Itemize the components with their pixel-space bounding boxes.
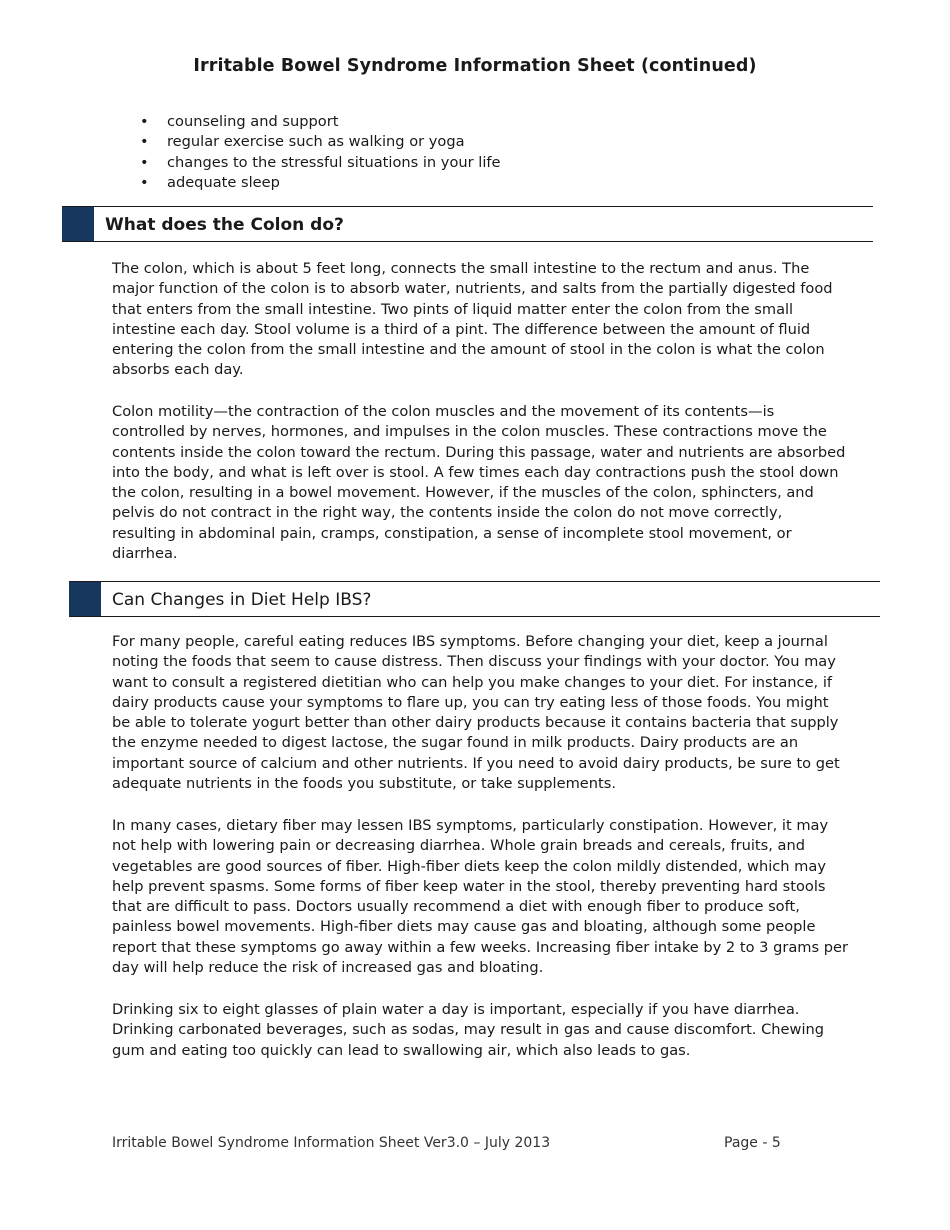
paragraph: The colon, which is about 5 feet long, connects the small intestine to the rectum and anus. The major function of the colon is to absorb water, nutrients, and salts from the partially digested food that enters from the small intestine. Two pints of liquid matter enter the colon from the small intestine each day. Stool volume is a third of a pint. The difference between the amount of fluid entering the colon from the small intestine and the amount of stool in the colon is what the colon absorbs each day. [112, 260, 833, 379]
paragraph: For many people, careful eating reduces IBS symptoms. Before changing your diet, keep a journal noting the foods that seem to cause distress. Then discuss your findings with your doctor. You may want to consult a registered dietitian who can help you make changes to your diet. For instance, if dairy products cause your symptoms to flare up, you can try eating less of those foods. You might be able to tolerate yogurt better than other dairy products because it contains bacteria that supply the enzyme needed to digest lactose, the sugar found in milk products. Dairy products are an important source of calcium and other nutrients. If you need to avoid dairy products, be sure to get adequate nutrients in the foods you substitute, or take supplements. [112, 633, 840, 793]
section-heading: Can Changes in Diet Help IBS? [112, 590, 372, 610]
section-header-colon [62, 206, 873, 242]
footer-page-number: Page - 5 [724, 1135, 781, 1151]
bullet-list [140, 112, 501, 193]
list-item: • adequate sleep [140, 173, 501, 193]
paragraph: In many cases, dietary fiber may lessen IBS symptoms, particularly constipation. However, it may not help with lowering pain or decreasing diarrhea. Whole grain breads and cereals, fruits, and vegetables are good sources of fiber. High-fiber diets keep the colon mildly distended, which may help prevent spasms. Some forms of fiber keep water in the stool, thereby preventing hard stools that are difficult to pass. Doctors usually recommend a diet with enough fiber to produce soft, painless bowel movements. High-fiber diets may cause gas and bloating, although some people report that these symptoms go away within a few weeks. Increasing fiber intake by 2 to 3 grams per day will help reduce the risk of increased gas and bloating. [112, 817, 848, 977]
section-marker-square [62, 207, 94, 241]
paragraph: Colon motility—the contraction of the colon muscles and the movement of its contents—is controlled by nerves, hormones, and impulses in the colon muscles. These contractions move the contents inside the colon toward the rectum. During this passage, water and nutrients are absorbed into the body, and what is left over is stool. A few times each day contractions push the stool down the colon, resulting in a bowel movement. However, if the muscles of the colon, sphincters, and pelvis do not contract in the right way, the contents inside the colon do not move correctly, resulting in abdominal pain, cramps, constipation, a sense of incomplete stool movement, or diarrhea. [112, 403, 846, 563]
footer-doc-info: Irritable Bowel Syndrome Information Sheet Ver3.0 – July 2013 [112, 1135, 551, 1151]
section-marker-square [69, 582, 101, 616]
paragraph: Drinking six to eight glasses of plain water a day is important, especially if you have diarrhea. Drinking carbonated beverages, such as sodas, may result in gas and cause discomfort. Chewing gum and eating too quickly can lead to swallowing air, which also leads to gas. [112, 1001, 825, 1059]
list-item: • regular exercise such as walking or yoga [140, 132, 501, 152]
page-title: Irritable Bowel Syndrome Information Sheet (continued) [193, 56, 757, 76]
section-heading: What does the Colon do? [105, 215, 344, 235]
section-header-diet [69, 581, 880, 617]
list-item: • counseling and support [140, 112, 501, 132]
list-item: • changes to the stressful situations in your life [140, 153, 501, 173]
